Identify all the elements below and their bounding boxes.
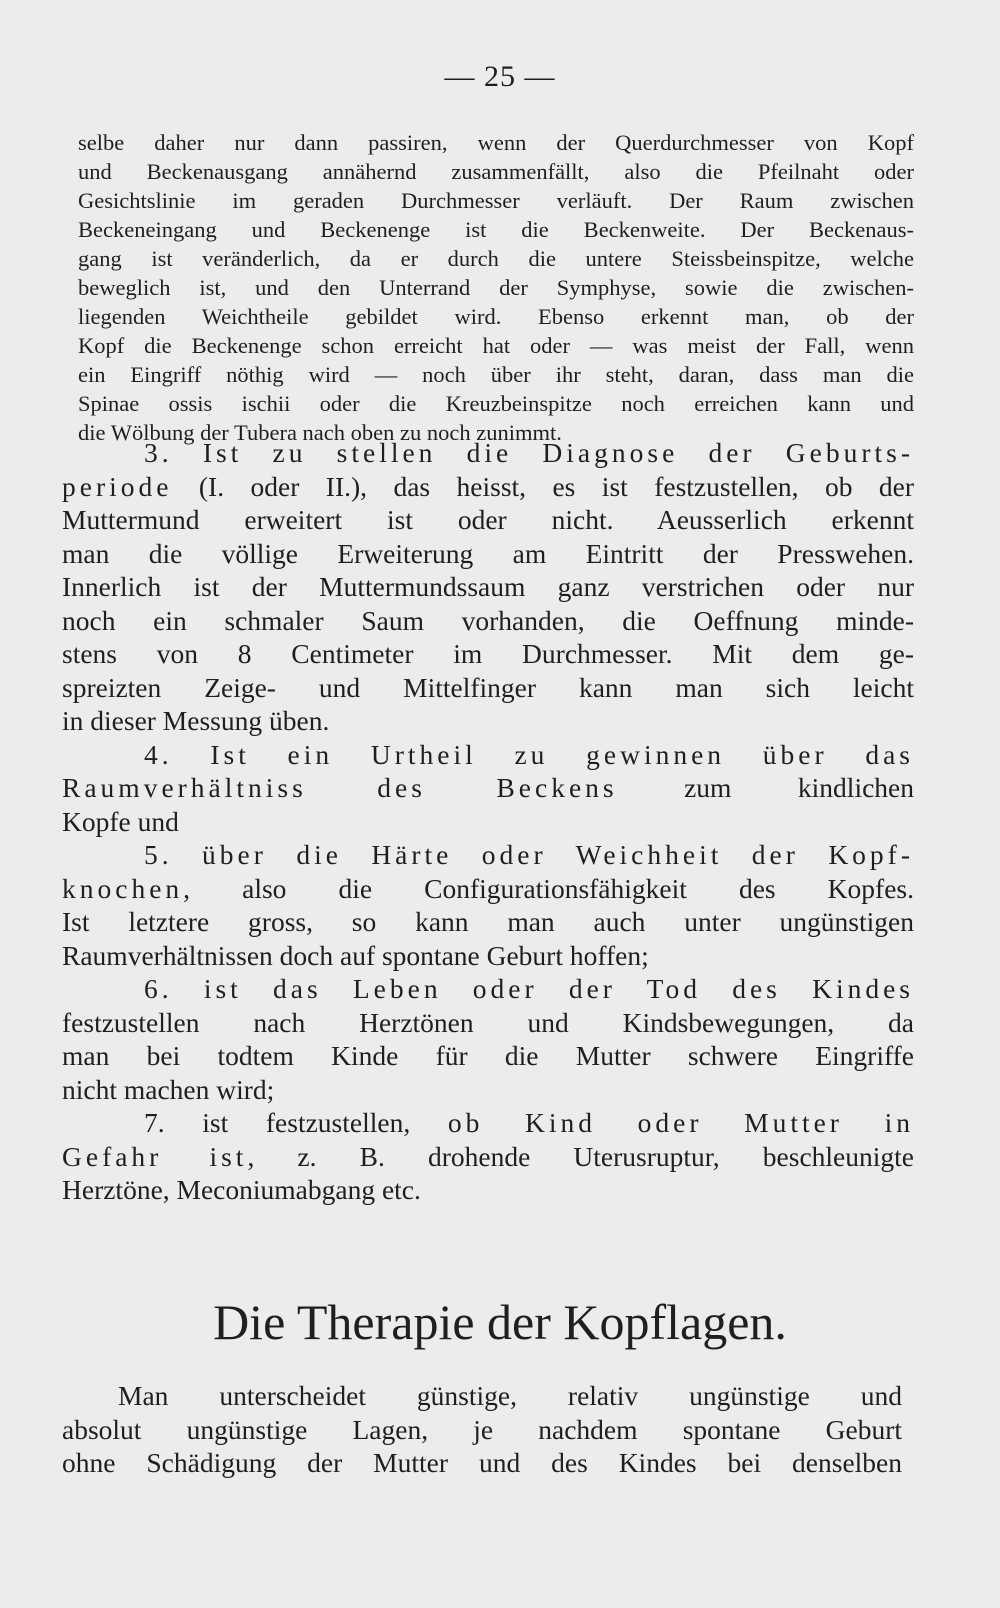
text-line: Kopfe und bbox=[62, 805, 179, 837]
text-line: Beckeneingang und Beckenenge ist die Beckenweite. Der Beckenaus- bbox=[78, 217, 914, 242]
spaced-term: ob Kind oder Mutter in bbox=[447, 1107, 914, 1138]
item-7-lead bbox=[62, 1106, 914, 1140]
text-line: noch ein schmaler Saum vorhanden, die Oeffnung minde- bbox=[62, 604, 914, 636]
item-6-lead: 6. ist das Leben oder der Tod des Kindes bbox=[144, 973, 914, 1004]
text-line: ohne Schädigung der Mutter und des Kindes bei denselben bbox=[62, 1447, 902, 1478]
page-number: — 25 — bbox=[444, 60, 556, 93]
text-line: Muttermund erweitert ist oder nicht. Aeusserlich erkennt bbox=[62, 504, 914, 535]
text-line: man bei todtem Kinde für die Mutter schwere Eingriffe bbox=[62, 1040, 914, 1071]
text-line: und Beckenausgang annähernd zusammenfällt, also die Pfeilnaht oder bbox=[78, 159, 914, 184]
text-line: die Wölbung der Tubera nach oben zu noch zunimmt. bbox=[78, 420, 562, 445]
text-line bbox=[62, 872, 914, 906]
text-line: festzustellen nach Herztönen und Kindsbewegungen, da bbox=[62, 1006, 914, 1038]
spaced-term: Gefahr ist bbox=[62, 1140, 248, 1172]
text-line: Gesichtslinie im geraden Durchmesser verläuft. Der Raum zwischen bbox=[78, 188, 914, 213]
text-line: Kopf die Beckenenge schon erreicht hat oder — was meist der Fall, wenn bbox=[78, 333, 914, 358]
text-line: man die völlige Erweiterung am Eintritt der Presswehen. bbox=[62, 537, 914, 569]
text-line: Man unterscheidet günstige, relativ ungünstige und bbox=[118, 1380, 902, 1411]
text-line: Herztöne, Meconiumabgang etc. bbox=[62, 1174, 421, 1205]
text-line: liegenden Weichtheile gebildet wird. Ebenso erkennt man, ob der bbox=[78, 304, 914, 329]
text-line: Spinae ossis ischii oder die Kreuzbeinspitze noch erreichen kann und bbox=[78, 391, 914, 416]
text-fragment: , also die Configurationsfähigkeit des Kopfes. bbox=[183, 872, 914, 904]
section-heading: Die Therapie der Kopflagen. bbox=[213, 1294, 787, 1350]
text-line bbox=[62, 1140, 914, 1174]
spaced-term: periode bbox=[62, 470, 173, 502]
item-3-lead: 3. Ist zu stellen die Diagnose der Geburts- bbox=[144, 437, 914, 468]
item-4-lead: 4. Ist ein Urtheil zu gewinnen über das bbox=[144, 738, 914, 770]
text-fragment: zum kindlichen bbox=[617, 772, 914, 803]
text-line bbox=[62, 470, 914, 504]
item-5-lead: 5. über die Härte oder Weichheit der Kopf- bbox=[144, 839, 914, 870]
text-line bbox=[62, 771, 914, 805]
text-line: selbe daher nur dann passiren, wenn der Querdurchmesser von Kopf bbox=[78, 130, 914, 155]
text-line: beweglich ist, und den Unterrand der Symphyse, sowie die zwischen- bbox=[78, 275, 914, 300]
text-line: gang ist veränderlich, da er durch die untere Steissbeinspitze, welche bbox=[78, 246, 914, 271]
spaced-term: Raumverhältniss des Beckens bbox=[62, 772, 618, 803]
intro-paragraph bbox=[78, 128, 914, 447]
text-line: stens von 8 Centimeter im Durchmesser. Mit dem ge- bbox=[62, 638, 914, 669]
text-line: ein Eingriff nöthig wird — noch über ihr steht, daran, dass man die bbox=[78, 362, 914, 387]
text-line: spreizten Zeige- und Mittelfinger kann man sich leicht bbox=[62, 671, 914, 703]
text-line: absolut ungünstige Lagen, je nachdem spontane Geburt bbox=[62, 1413, 902, 1445]
text-fragment: , z. B. drohende Uterusruptur, beschleunigte bbox=[247, 1140, 914, 1172]
text-line: Innerlich ist der Muttermundssaum ganz verstrichen oder nur bbox=[62, 571, 914, 602]
spaced-term: knochen bbox=[62, 872, 184, 904]
text-line: Ist letztere gross, so kann man auch unter ungünstigen bbox=[62, 906, 914, 937]
text-line: in dieser Messung üben. bbox=[62, 705, 330, 736]
text-line: Raumverhältnissen doch auf spontane Geburt hoffen; bbox=[62, 939, 649, 971]
text-fragment: (I. oder II.), das heisst, es ist festzustellen, ob der bbox=[172, 470, 914, 502]
text-line: nicht machen wird; bbox=[62, 1073, 275, 1105]
closing-paragraph bbox=[62, 1379, 902, 1480]
numbered-items bbox=[62, 436, 914, 1207]
text-fragment: 7. ist festzustellen, bbox=[144, 1107, 448, 1138]
